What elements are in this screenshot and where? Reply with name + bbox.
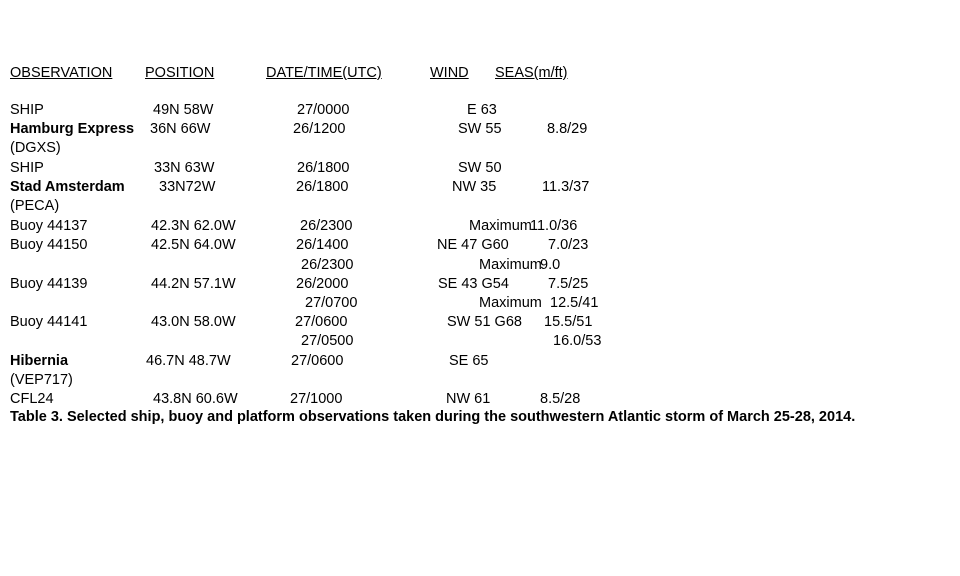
row-wind: SE 43 G54: [438, 276, 509, 292]
row-observation: (PECA): [10, 198, 60, 214]
row-observation: Buoy 44139: [10, 276, 88, 292]
row-position: 42.3N 62.0W: [151, 218, 236, 234]
row-datetime: 27/0500: [301, 333, 354, 349]
row-wind: NE 47 G60: [437, 237, 509, 253]
row-seas: 15.5/51: [544, 314, 593, 330]
row-seas: 8.8/29: [547, 121, 588, 137]
row-seas: 11.3/37: [542, 179, 590, 195]
row-wind: Maximum: [479, 257, 542, 273]
row-observation: Hibernia: [10, 353, 69, 369]
row-seas: 8.5/28: [540, 391, 581, 407]
row-wind: NW 61: [446, 391, 491, 407]
row-position: 49N 58W: [153, 102, 214, 118]
row-position: 43.0N 58.0W: [151, 314, 236, 330]
row-observation: Stad Amsterdam: [10, 179, 125, 195]
row-observation: SHIP: [10, 160, 44, 176]
row-wind: SE 65: [449, 353, 489, 369]
row-seas: 7.0/23: [548, 237, 589, 253]
row-datetime: 27/1000: [290, 391, 343, 407]
row-wind: NW 35: [452, 179, 497, 195]
row-wind: Maximum: [469, 218, 532, 234]
row-datetime: 27/0000: [297, 102, 350, 118]
row-position: 44.2N 57.1W: [151, 276, 236, 292]
row-observation: Hamburg Express: [10, 121, 135, 137]
header-seas: SEAS(m/ft): [495, 65, 568, 81]
header-position: POSITION: [145, 65, 215, 81]
row-datetime: 26/1800: [296, 179, 349, 195]
row-seas: 16.0/53: [553, 333, 602, 349]
row-observation: (DGXS): [10, 140, 61, 156]
row-position: 46.7N 48.7W: [146, 353, 231, 369]
row-position: 33N72W: [159, 179, 216, 195]
row-position: 42.5N 64.0W: [151, 237, 236, 253]
row-seas: 12.5/41: [550, 295, 599, 311]
row-observation: SHIP: [10, 102, 44, 118]
row-seas: 11.0/36: [530, 218, 578, 234]
row-datetime: 27/0600: [295, 314, 348, 330]
row-observation: (VEP717): [10, 372, 73, 388]
row-observation: Buoy 44141: [10, 314, 88, 330]
row-observation: Buoy 44137: [10, 218, 88, 234]
row-datetime: 26/1400: [296, 237, 349, 253]
header-observation: OBSERVATION: [10, 65, 113, 81]
table-caption: Table 3. Selected ship, buoy and platform observations taken during the southwestern Atlantic storm of March 25-28, 2014.: [10, 409, 856, 425]
row-seas: 9.0: [540, 257, 561, 273]
row-position: 33N 63W: [154, 160, 215, 176]
row-datetime: 26/2000: [296, 276, 349, 292]
row-position: 36N 66W: [150, 121, 211, 137]
row-observation: CFL24: [10, 391, 54, 407]
row-wind: Maximum: [479, 295, 542, 311]
header-wind: WIND: [430, 65, 469, 81]
header-datetime: DATE/TIME(UTC): [266, 65, 382, 81]
row-wind: E 63: [467, 102, 497, 118]
row-datetime: 26/2300: [300, 218, 353, 234]
row-wind: SW 55: [458, 121, 502, 137]
row-datetime: 26/1800: [297, 160, 350, 176]
row-datetime: 27/0600: [291, 353, 344, 369]
row-observation: Buoy 44150: [10, 237, 88, 253]
row-wind: SW 51 G68: [447, 314, 522, 330]
row-datetime: 26/2300: [301, 257, 354, 273]
row-datetime: 26/1200: [293, 121, 346, 137]
row-wind: SW 50: [458, 160, 502, 176]
row-datetime: 27/0700: [305, 295, 358, 311]
row-position: 43.8N 60.6W: [153, 391, 238, 407]
row-seas: 7.5/25: [548, 276, 589, 292]
